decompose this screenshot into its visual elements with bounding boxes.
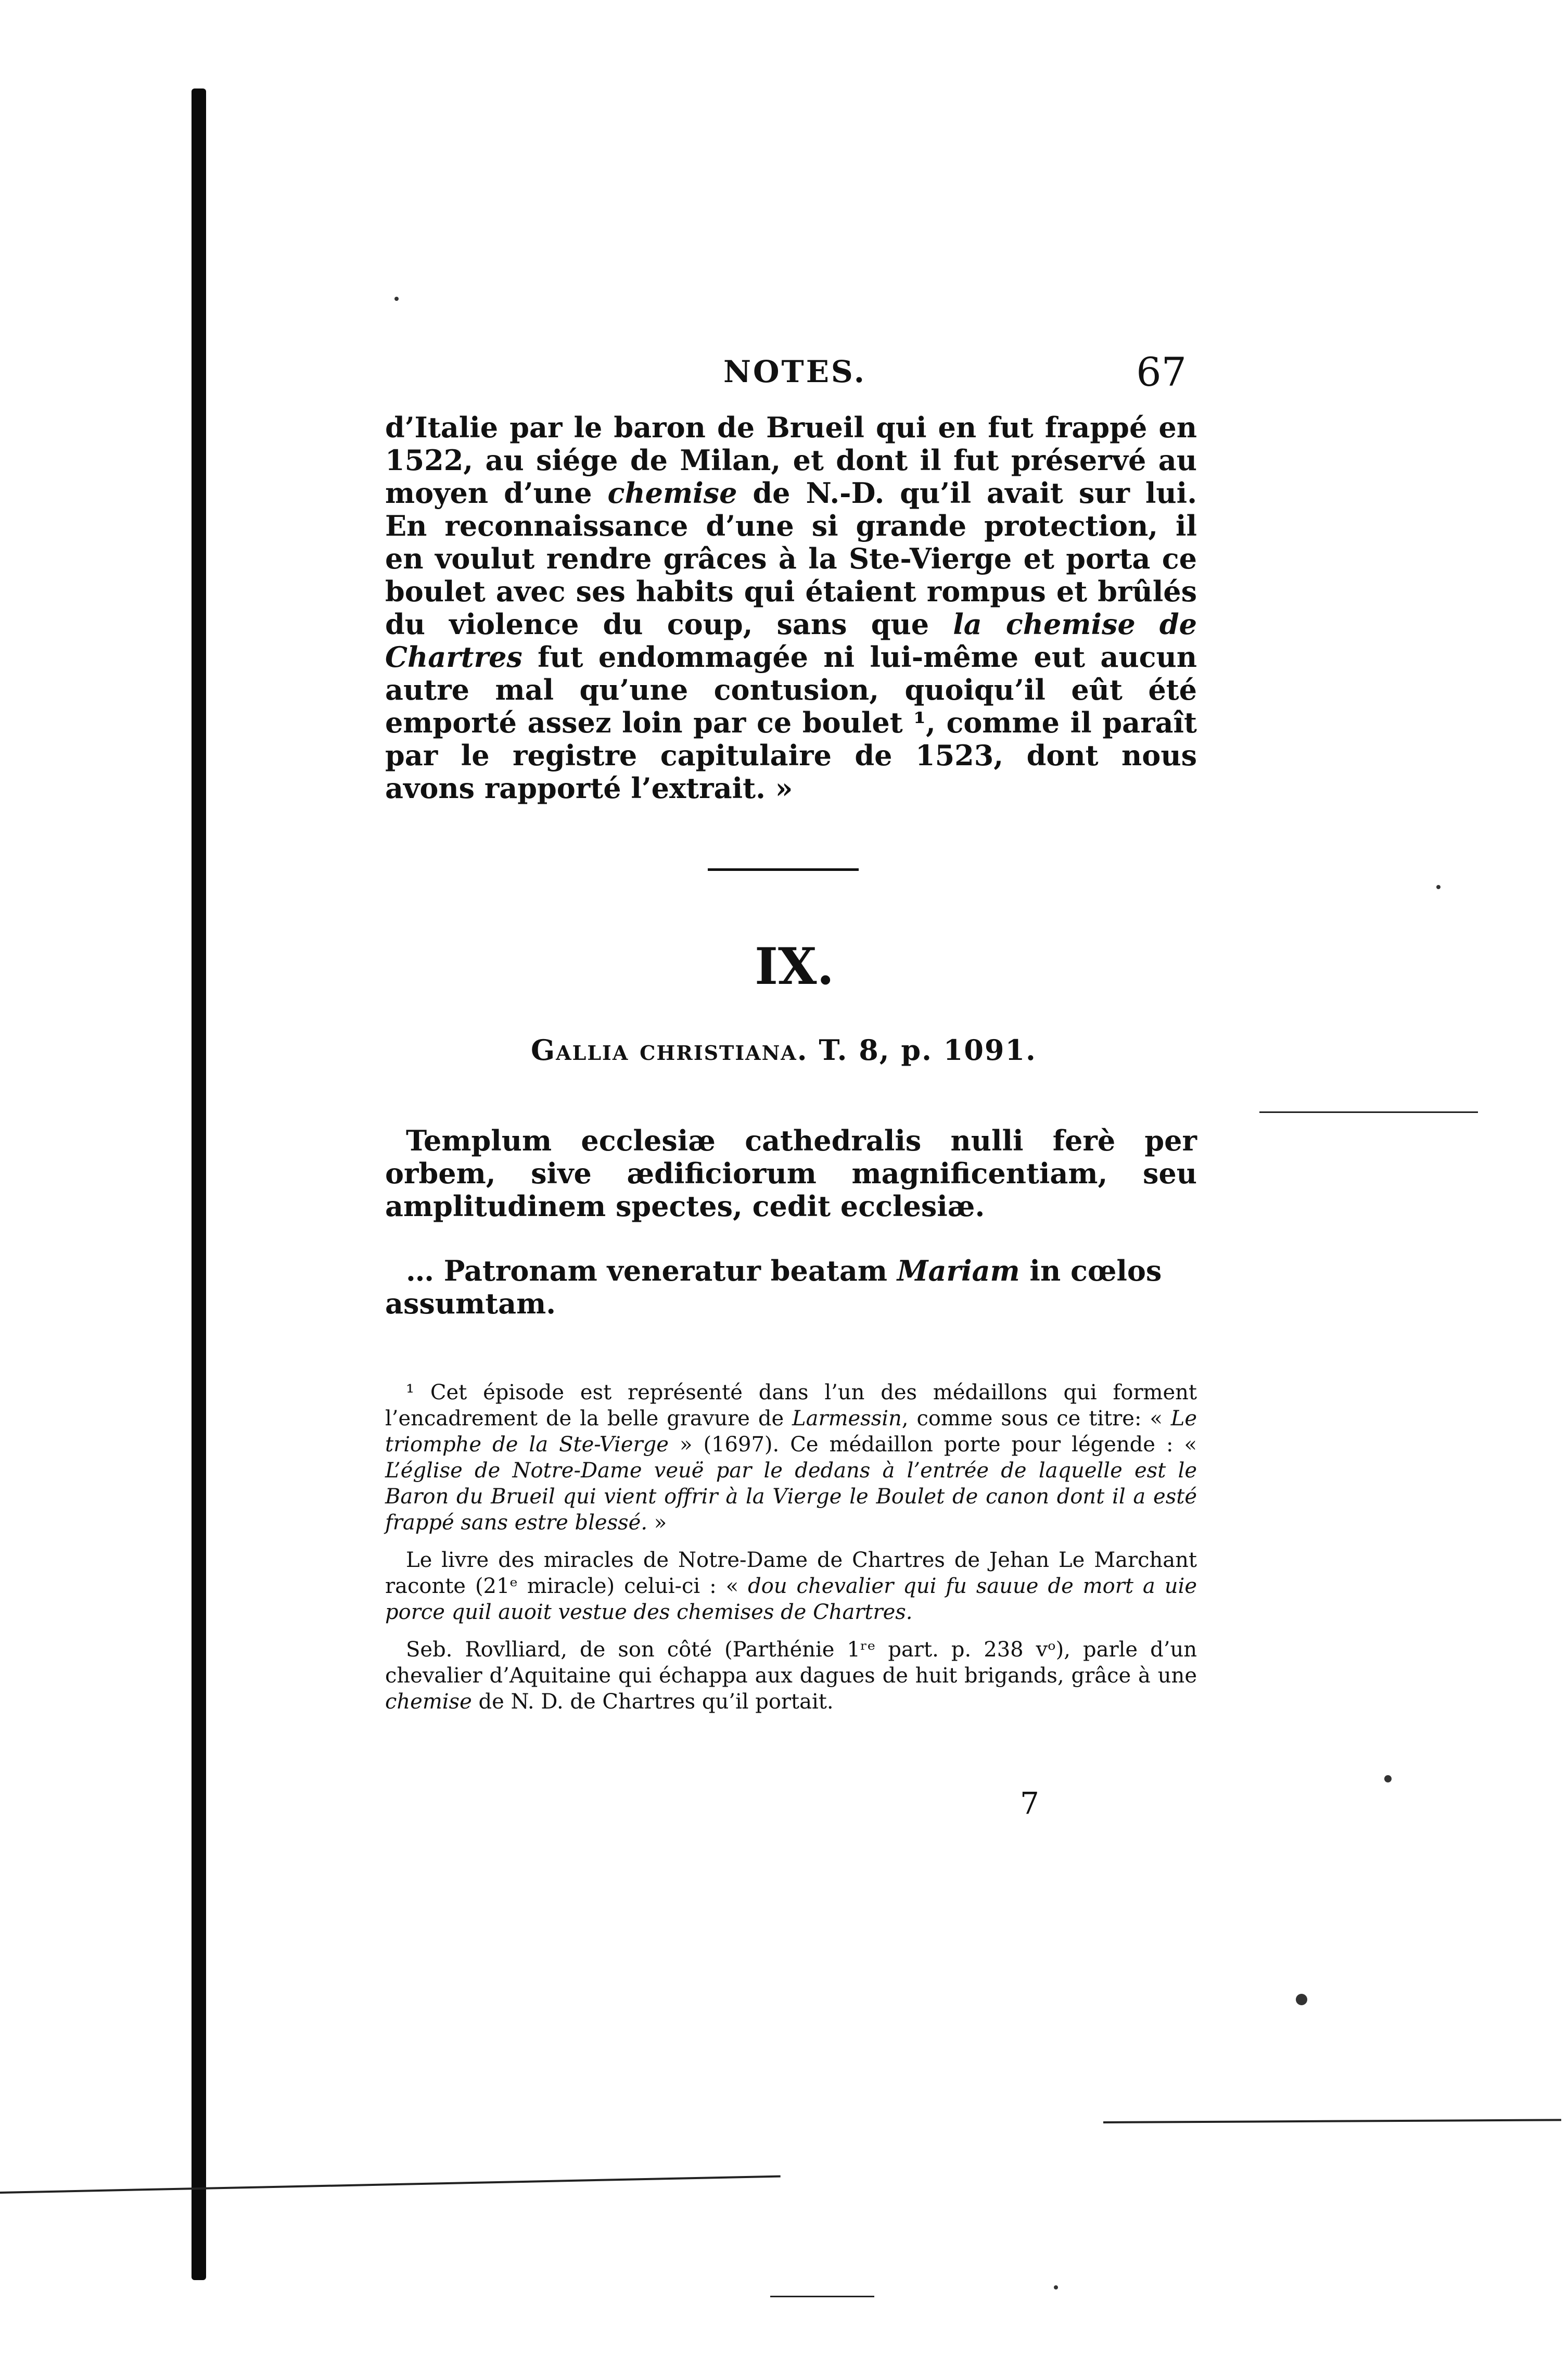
text-run: d’Italie par le baron de Brueil qui en fut frappé en 1522, au siége de Milan, et dont il fut préservé au moyen d’une bbox=[385, 411, 1197, 510]
italic-run: L’église de Notre-Dame veuë par le dedans à l’entrée de laquelle est le Baron du Brueil qui vient offrir à la Vierge le Boulet de canon dont il a esté frappé sans estre blessé. bbox=[385, 1459, 1197, 1535]
book-spine-shadow bbox=[192, 88, 206, 2280]
footnote-2 bbox=[385, 1547, 1197, 1625]
latin-quote-text bbox=[385, 1255, 1197, 1320]
page-header bbox=[385, 349, 1187, 396]
section-divider bbox=[708, 868, 859, 871]
text-run: in cœlos assumtam. bbox=[385, 1254, 1162, 1320]
text-run: , comme sous ce titre: « bbox=[901, 1407, 1171, 1431]
text-run: de N.-D. qu’il avait sur lui. En reconnaissance d’une si grande protection, il en voulut rendre grâces à la Ste-Vierge et porta ce boulet avec ses habits qui étaient rompus et brûlés du violence du coup, sans que bbox=[385, 476, 1197, 641]
printer-signature-mark: 7 bbox=[1020, 1786, 1039, 1821]
italic-run: Mariam bbox=[897, 1254, 1020, 1287]
footnote-1 bbox=[385, 1380, 1197, 1536]
scan-speck bbox=[1054, 2285, 1058, 2289]
italic-run: dou chevalier qui fu sauue de mort a uie porce quil auoit vestue des chemises de Chartres. bbox=[385, 1574, 1197, 1624]
source-citation bbox=[531, 1033, 1037, 1067]
scan-speck bbox=[1296, 1994, 1307, 2005]
italic-run: Larmessin bbox=[792, 1407, 902, 1431]
running-head: NOTES. bbox=[723, 354, 866, 389]
footnotes bbox=[385, 1380, 1197, 1726]
scan-artifact-line bbox=[1103, 2119, 1561, 2123]
text-run: Le livre des miracles de Notre-Dame de Chartres de Jehan Le Marchant raconte (21ᵉ miracle) celui-ci : « bbox=[385, 1548, 1197, 1598]
latin-quote-1 bbox=[385, 1124, 1197, 1223]
scan-speck bbox=[1384, 1775, 1392, 1782]
text-run: … Patronam veneratur beatam bbox=[406, 1254, 897, 1287]
italic-run: chemise bbox=[607, 476, 737, 510]
scan-artifact-line bbox=[0, 2175, 781, 2194]
italic-run: la chemise de Chartres bbox=[385, 608, 1197, 674]
notes-paragraph-text bbox=[385, 411, 1197, 805]
text-run: » bbox=[647, 1511, 667, 1535]
italic-run: chemise bbox=[385, 1690, 472, 1714]
section-heading: IX. bbox=[755, 937, 834, 996]
text-run: fut endommagée ni lui-même eut aucun autre mal qu’une contusion, quoiqu’il eût été emporté assez loin par ce boulet ¹, comme il paraît par le registre capitulaire de 1523, dont nous avons rapporté l’extrait. » bbox=[385, 640, 1197, 805]
text-run: » (1697). Ce médaillon porte pour légende : « bbox=[668, 1433, 1197, 1457]
latin-quote-text: Templum ecclesiæ cathedralis nulli ferè per orbem, sive ædificiorum magnificentiam, seu amplitudinem spectes, cedit ecclesiæ. bbox=[385, 1124, 1197, 1223]
source-reference: . T. 8, p. 1091. bbox=[797, 1033, 1037, 1067]
source-title: Gallia christiana bbox=[531, 1033, 797, 1067]
scan-speck bbox=[1436, 885, 1440, 889]
text-run: Seb. Rovlliard, de son côté (Parthénie 1ʳᵉ part. p. 238 vᵒ), parle d’un chevalier d’Aquitaine qui échappa aux dagues de huit brigands, grâce à une bbox=[385, 1638, 1197, 1688]
italic-run: Le triomphe de la Ste-Vierge bbox=[385, 1407, 1197, 1457]
scan-artifact-line bbox=[1259, 1111, 1478, 1113]
footnote-3 bbox=[385, 1637, 1197, 1715]
scan-artifact-line bbox=[770, 2296, 874, 2297]
page-number: 67 bbox=[1136, 349, 1187, 395]
notes-paragraph bbox=[385, 411, 1197, 805]
scan-speck bbox=[394, 297, 399, 301]
latin-quote-2 bbox=[385, 1255, 1197, 1320]
text-run: ¹ Cet épisode est représenté dans l’un des médaillons qui forment l’encadrement de la belle gravure de bbox=[385, 1381, 1197, 1431]
text-run: de N. D. de Chartres qu’il portait. bbox=[471, 1690, 834, 1714]
